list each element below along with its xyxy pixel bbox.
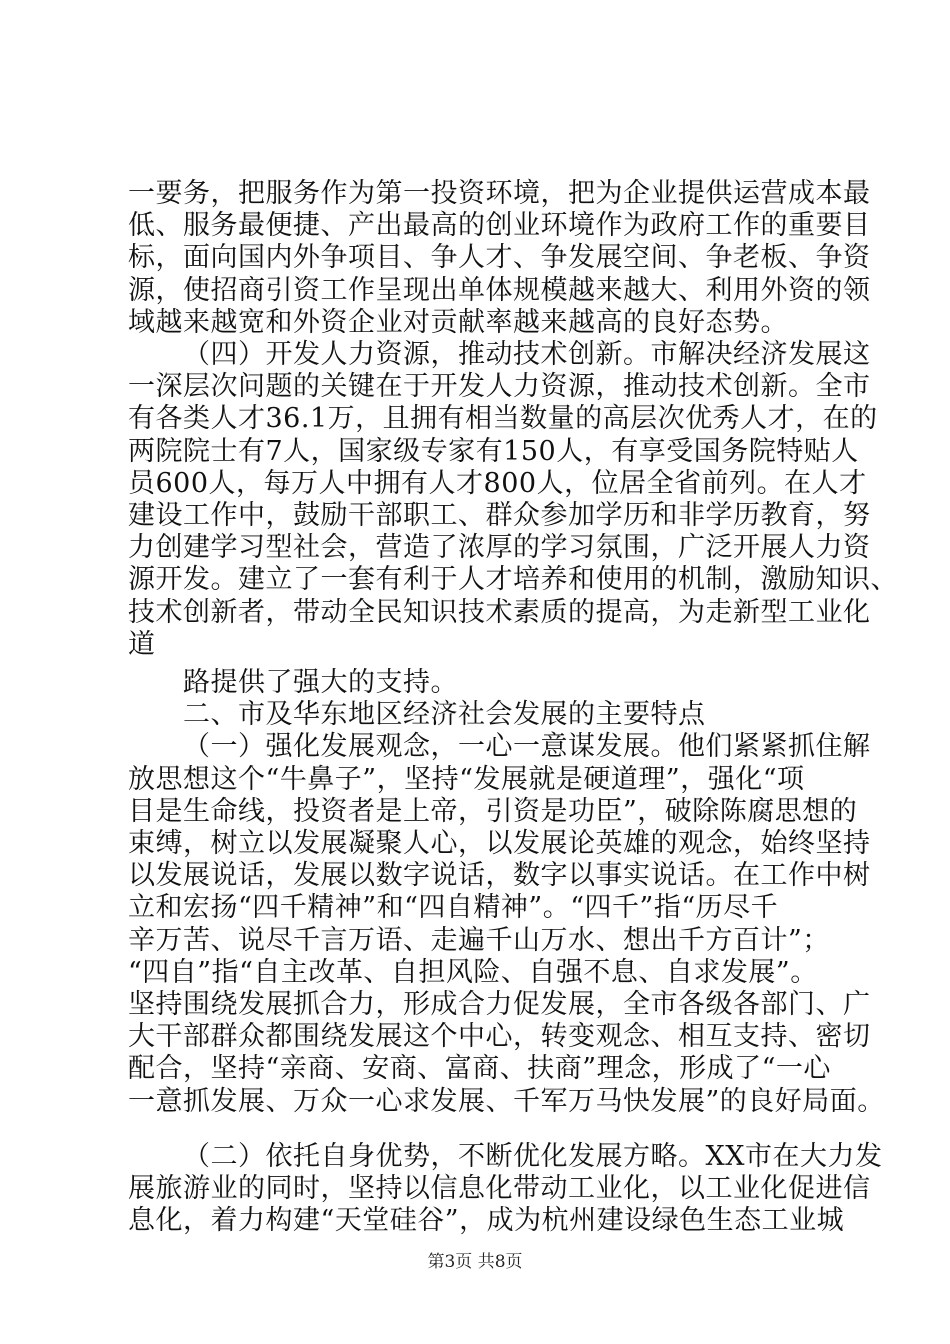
text-line: 力创建学习型社会，营造了浓厚的学习氛围，广泛开展人力资 xyxy=(128,532,871,564)
section-heading: 二、市及华东地区经济社会发展的主要特点 xyxy=(183,699,706,731)
text-line: 大干部群众都围绕发展这个中心，转变观念、相互支持、密切 xyxy=(128,1021,871,1053)
text-line: 两院院士有7人，国家级专家有150人，有享受国务院特贴人 xyxy=(128,435,859,467)
text-line: 低、服务最便捷、产出最高的创业环境作为政府工作的重要目 xyxy=(128,210,871,242)
text-line: 建设工作中，鼓励干部职工、群众参加学历和非学历教育，努 xyxy=(128,500,871,531)
text-line: 束缚，树立以发展凝聚人心，以发展论英雄的观念，始终坚持 xyxy=(128,828,871,859)
text-line: 息化，着力构建“天堂硅谷”，成为杭州建设绿色生态工业城 xyxy=(128,1205,845,1236)
text-line: 坚持围绕发展抓合力，形成合力促发展，全市各级各部门、广 xyxy=(128,989,871,1020)
text-line: “四自”指“自主改革、自担风险、自强不息、自求发展”。 xyxy=(128,956,818,988)
text-line: 放思想这个“牛鼻子”，坚持“发展就是硬道理”，强化“项 xyxy=(128,763,805,795)
text-line: 源，使招商引资工作呈现出单体规模越来越大、利用外资的领 xyxy=(128,274,871,306)
text-line: 技术创新者，带动全民知识技术素质的提高，为走新型工业化 xyxy=(128,596,871,628)
text-line: 立和宏扬“四千精神”和“四自精神”。“四千”指“历尽千 xyxy=(128,892,779,924)
text-line: 有各类人才36.1万，且拥有相当数量的高层次优秀人才，在的 xyxy=(128,403,878,435)
text-line: 域越来越宽和外资企业对贡献率越来越高的良好态势。 xyxy=(128,306,788,338)
text-line: 一意抓发展、万众一心求发展、千军万马快发展”的良好局面。 xyxy=(128,1085,885,1117)
paragraph-heading: （二）依托自身优势，不断优化发展方略。XX市在大力发 xyxy=(183,1140,883,1172)
text-line: 一深层次问题的关键在于开发人力资源，推动技术创新。全市 xyxy=(128,371,871,403)
page-number-footer: 第3页 共8页 xyxy=(427,1252,523,1272)
text-line: 展旅游业的同时，坚持以信息化带动工业化，以工业化促进信 xyxy=(128,1172,871,1204)
text-line: 以发展说话，发展以数字说话，数字以事实说话。在工作中树 xyxy=(128,860,871,892)
text-line: 目是生命线，投资者是上帝，引资是功臣”，破除陈腐思想的 xyxy=(128,795,858,827)
text-line: 源开发。建立了一套有利于人才培养和使用的机制，激励知识、 xyxy=(128,564,898,596)
text-line: 员600人，每万人中拥有人才800人，位居全省前列。在人才 xyxy=(128,467,867,499)
paragraph-heading: （一）强化发展观念，一心一意谋发展。他们紧紧抓住解 xyxy=(183,731,871,763)
text-line: 配合，坚持“亲商、安商、富商、扶商”理念，形成了“一心 xyxy=(128,1053,831,1085)
paragraph-heading: （四）开发人力资源，推动技术创新。市解决经济发展这 xyxy=(183,339,871,370)
text-line: 一要务，把服务作为第一投资环境，把为企业提供运营成本最 xyxy=(128,178,871,209)
text-line: 标，面向国内外争项目、争人才、争发展空间、争老板、争资 xyxy=(128,242,871,274)
text-line: 道 xyxy=(128,628,156,660)
text-line: 辛万苦、说尽千言万语、走遍千山万水、想出千方百计”； xyxy=(128,924,830,956)
text-line: 路提供了强大的支持。 xyxy=(183,667,458,698)
